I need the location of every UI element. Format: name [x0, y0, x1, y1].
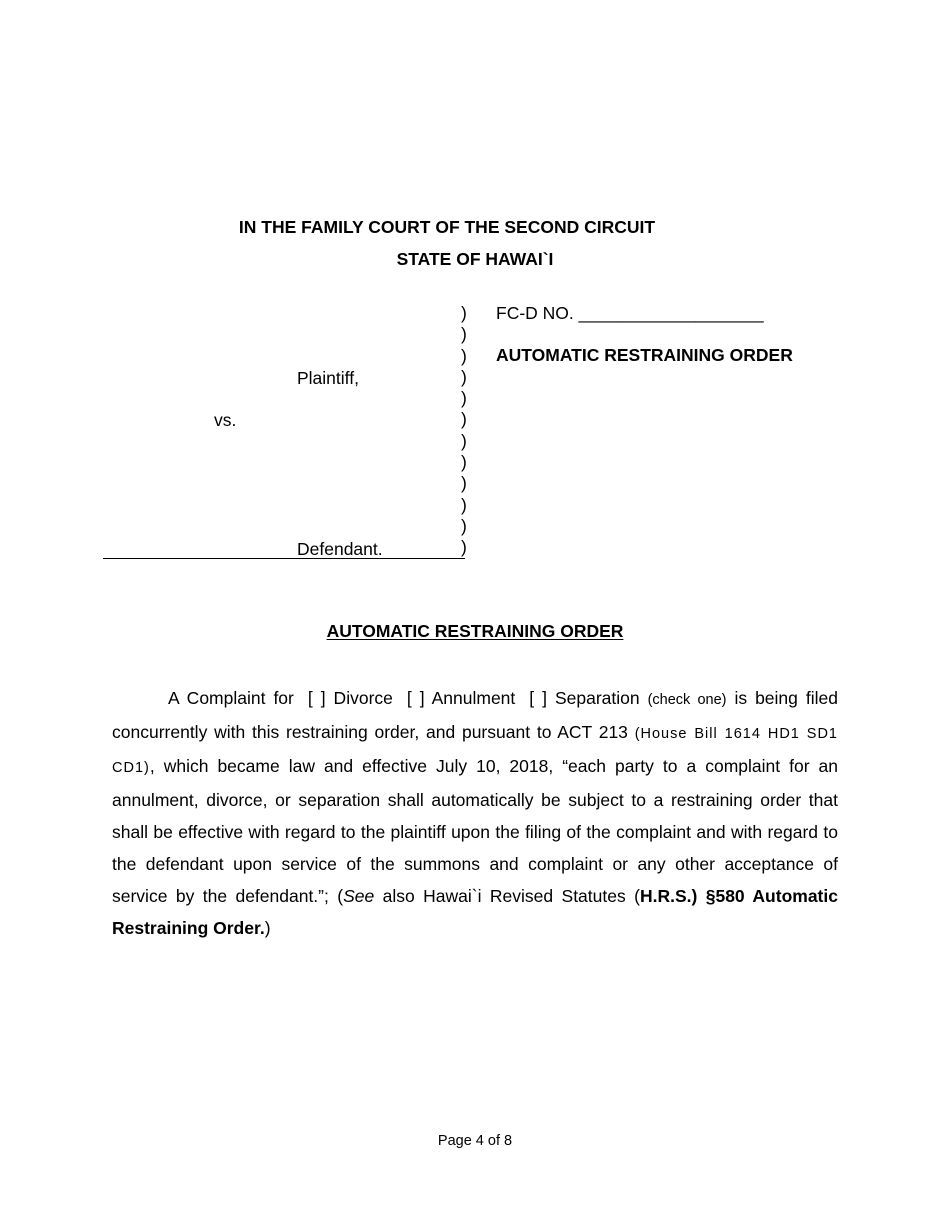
versus-label: vs.	[214, 410, 237, 430]
statute-quote: , which became law and effective July 10, 2018, “each party to a complaint for an annulment, divorce, or separation shall automatically be subject to a restraining order that shall be effective with regard to the plaintiff upon the filing of the complaint and with regard to the defendant upon service of the summons and complaint or any other acceptance of service by the defendant.”; (	[112, 756, 838, 906]
caption-paren: )	[461, 366, 467, 387]
caption-paren-column	[461, 303, 467, 559]
caption-paren: )	[461, 388, 467, 409]
plaintiff-label: Plaintiff,	[297, 368, 359, 388]
caption-paren: )	[461, 537, 467, 558]
case-number-field: FC-D NO. ___________________	[496, 303, 764, 323]
order-paragraph	[112, 682, 838, 944]
caption-paren: )	[461, 324, 467, 345]
hrs-reference: H.R.S.) §580 Automatic Restraining Order.	[112, 886, 838, 938]
filed-text: is being filed concurrently with this restraining order, and pursuant to ACT 213	[112, 688, 838, 742]
divorce-checkbox-option: [ ] Divorce	[307, 688, 393, 708]
bill-reference: (House Bill 1614 HD1 SD1 CD1)	[112, 726, 838, 776]
intro-text: A Complaint for	[168, 688, 294, 708]
caption-document-title: AUTOMATIC RESTRAINING ORDER	[496, 345, 793, 365]
caption-paren: )	[461, 515, 467, 536]
separation-checkbox-option: [ ] Separation	[529, 688, 640, 708]
caption-paren: )	[461, 345, 467, 366]
caption-divider-line	[103, 558, 465, 559]
caption-paren: )	[461, 409, 467, 430]
order-title: AUTOMATIC RESTRAINING ORDER	[326, 621, 624, 641]
see-emphasis: See	[343, 886, 375, 906]
caption-paren: )	[461, 303, 467, 323]
page-number: Page 4 of 8	[437, 1133, 513, 1149]
caption-paren: )	[461, 473, 467, 494]
court-name-heading: IN THE FAMILY COURT OF THE SECOND CIRCUIT	[238, 217, 656, 237]
caption-paren: )	[461, 452, 467, 473]
annulment-checkbox-option: [ ] Annulment	[406, 688, 516, 708]
closing-paren: )	[264, 918, 271, 938]
caption-paren: )	[461, 430, 467, 451]
caption-paren: )	[461, 494, 467, 515]
state-heading: STATE OF HAWAI`I	[396, 249, 554, 269]
defendant-label: Defendant.	[297, 539, 383, 559]
also-text: also Hawai`i Revised Statutes (	[374, 886, 640, 906]
check-one-note: (check one)	[647, 692, 727, 708]
